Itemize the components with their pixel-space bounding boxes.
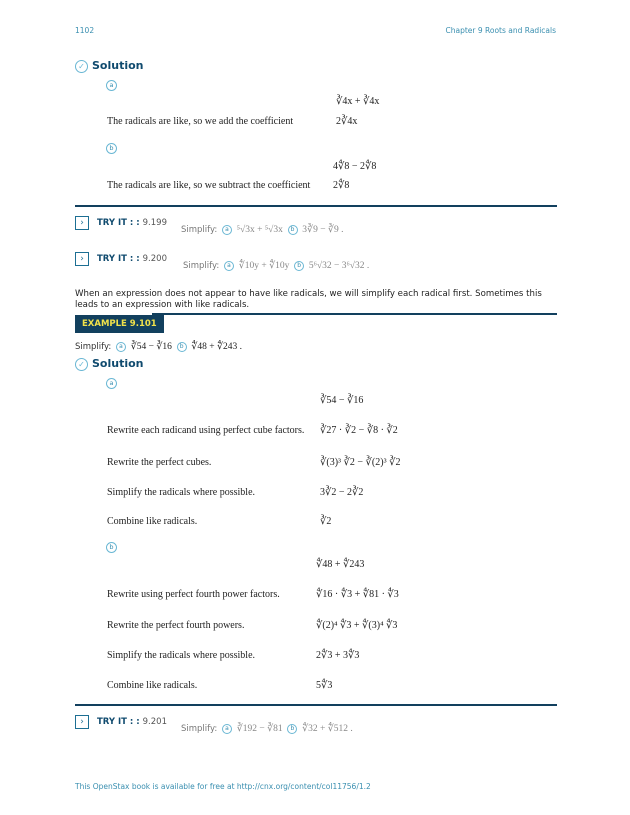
solution2-a-step-text: Combine like radicals. [107, 516, 198, 527]
part-b-marker: b [287, 724, 297, 734]
check-circle-icon: ✓ [75, 60, 88, 73]
example-problem: Simplify: a ∛54 − ∛16 b ∜48 + ∜243 . [75, 342, 243, 352]
solution2-b-step-text: Rewrite using perfect fourth power factors. [107, 589, 280, 600]
solution2-a-step-text: Rewrite the perfect cubes. [107, 457, 212, 468]
part-a-marker: a [116, 342, 126, 352]
solution1-a-step-text: The radicals are like, so we add the coefficient [107, 116, 294, 127]
solution-heading: Solution [92, 59, 144, 72]
divider [75, 704, 557, 706]
chapter-title: Chapter 9 Roots and Radicals [445, 26, 556, 35]
try-it-label: TRY IT : : 9.200 [97, 254, 167, 264]
part-b-marker: b [177, 342, 187, 352]
solution1-a-step-math: 2∛4x [336, 116, 358, 127]
example-rule [152, 313, 557, 315]
chevron-right-icon[interactable]: › [75, 252, 89, 266]
solution1-b-expression: 4∜8 − 2∜8 [333, 161, 377, 172]
solution2-a-step-math: ∛2 [320, 516, 332, 527]
solution2-b-step-math: 5∜3 [316, 680, 333, 691]
part-a-marker: a [222, 225, 232, 235]
part-b-marker: b [294, 261, 304, 271]
solution2-b-step-math: ∜(2)⁴ ∜3 + ∜(3)⁴ ∜3 [316, 620, 398, 631]
try-it-199-problem: Simplify: a ⁵√3x + ⁵√3x b 3∛9 − ∛9 . [181, 225, 344, 235]
chevron-right-icon[interactable]: › [75, 715, 89, 729]
part-a-marker: a [222, 724, 232, 734]
footer-note: This OpenStax book is available for free at http://cnx.org/content/col11756/1.2 [75, 782, 371, 791]
solution2-a-step-math: ∛(3)³ ∛2 − ∛(2)³ ∛2 [320, 457, 401, 468]
solution2-b-step-math: 2∜3 + 3∜3 [316, 650, 360, 661]
solution2-a-expression: ∛54 − ∛16 [320, 395, 364, 406]
try-it-label: TRY IT : : 9.201 [97, 717, 167, 727]
part-b-marker: b [288, 225, 298, 235]
try-it-label: TRY IT : : 9.199 [97, 218, 167, 228]
solution1-b-step-text: The radicals are like, so we subtract the coefficient [107, 180, 311, 191]
part-b-marker: b [106, 143, 117, 154]
solution2-b-step-text: Rewrite the perfect fourth powers. [107, 620, 245, 631]
part-a-marker: a [106, 80, 117, 91]
part-b-marker: b [106, 542, 117, 553]
solution2-b-step-math: ∜16 · ∜3 + ∜81 · ∜3 [316, 589, 399, 600]
solution2-b-expression: ∜48 + ∜243 [316, 559, 365, 570]
solution2-a-step-math: 3∛2 − 2∛2 [320, 487, 364, 498]
check-circle-icon: ✓ [75, 358, 88, 371]
solution2-a-step-math: ∛27 · ∛2 − ∛8 · ∛2 [320, 425, 398, 436]
try-it-200-problem: Simplify: a ∜10y + ∜10y b 5⁶√32 − 3⁶√32 . [183, 261, 370, 271]
try-it-201-problem: Simplify: a ∛192 − ∛81 b ∜32 + ∜512 . [181, 724, 353, 734]
page-number: 1102 [75, 26, 95, 35]
solution2-b-step-text: Combine like radicals. [107, 680, 198, 691]
solution2-a-step-text: Simplify the radicals where possible. [107, 487, 256, 498]
solution-heading: Solution [92, 357, 144, 370]
solution1-b-step-math: 2∜8 [333, 180, 350, 191]
solution1-a-expression: ∛4x + ∛4x [336, 96, 380, 107]
part-a-marker: a [106, 378, 117, 389]
chevron-right-icon[interactable]: › [75, 216, 89, 230]
divider [75, 205, 557, 207]
solution2-b-step-text: Simplify the radicals where possible. [107, 650, 256, 661]
example-label: EXAMPLE 9.101 [75, 315, 164, 333]
solution2-a-step-text: Rewrite each radicand using perfect cube factors. [107, 425, 305, 436]
part-a-marker: a [224, 261, 234, 271]
body-paragraph: When an expression does not appear to have like radicals, we will simplify each radical first. Sometimes this leads to an expression with like radicals. [75, 289, 542, 310]
